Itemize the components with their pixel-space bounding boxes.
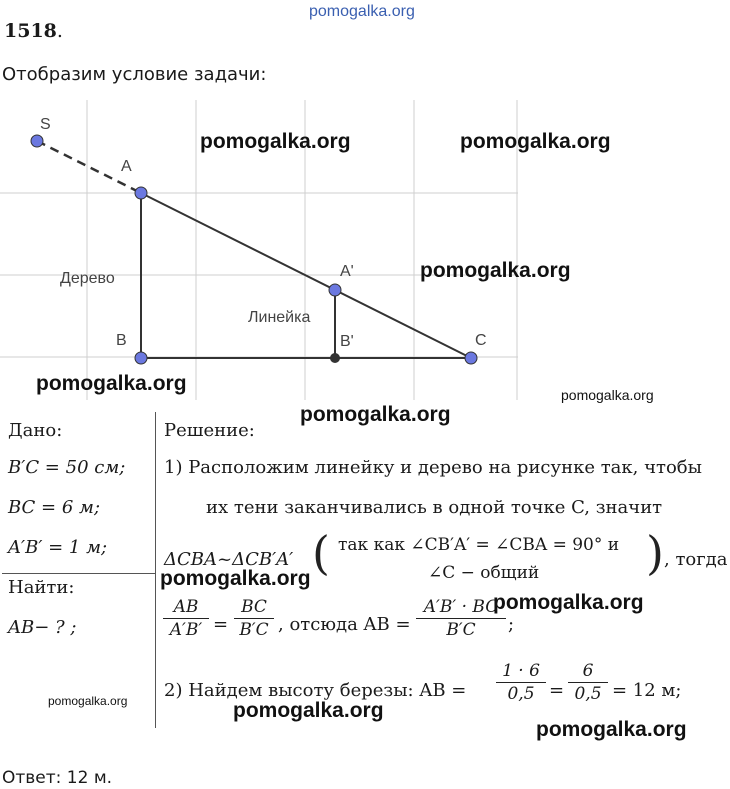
intro-text: Отобразим условие задачи: xyxy=(2,64,267,85)
label-a1: A' xyxy=(340,263,354,280)
watermark: pomogalka.org xyxy=(36,372,187,395)
given-line: BC = 6 м; xyxy=(8,497,101,518)
watermark: pomogalka.org xyxy=(233,699,384,722)
label-c: C xyxy=(475,332,487,349)
watermark: pomogalka.org xyxy=(48,694,128,708)
watermark: pomogalka.org xyxy=(200,130,351,153)
answer: Ответ: 12 м. xyxy=(2,768,113,788)
solution-step1-line1: 1) Расположим линейку и дерево на рисунке так, чтобы xyxy=(164,457,702,478)
watermark: pomogalka.org xyxy=(561,387,654,403)
fraction-denominator: B′C xyxy=(446,620,476,640)
watermark: pomogalka.org xyxy=(460,130,611,153)
find-title: Найти: xyxy=(8,577,75,598)
equals-sign: = xyxy=(213,614,229,635)
problem-number-dot: . xyxy=(56,20,63,42)
solution-title: Решение: xyxy=(164,420,255,441)
similarity-statement: ΔCBA~ΔCB′A′ xyxy=(164,549,294,570)
point-a xyxy=(135,187,147,199)
site-link[interactable]: pomogalka.org xyxy=(309,3,415,20)
label-b1: B' xyxy=(340,333,354,350)
fraction-bc-b1c xyxy=(234,597,274,640)
solution-step1-line2: их тени заканчивались в одной точке C, значит xyxy=(206,497,663,518)
paren-line1: так как ∠CB′A′ = ∠CBA = 90° и xyxy=(338,535,620,555)
watermark: pomogalka.org xyxy=(493,591,644,614)
find-value: AB− ? ; xyxy=(8,617,77,638)
label-a: A xyxy=(121,158,132,175)
column-divider xyxy=(155,412,156,728)
fraction-denominator: 0,5 xyxy=(507,684,535,704)
hence-text: , отсюда AB = xyxy=(278,614,411,635)
problem-number-value: 1518 xyxy=(4,20,57,42)
label-ruler: Линейка xyxy=(248,309,311,326)
label-tree: Дерево xyxy=(60,270,115,287)
point-s xyxy=(31,135,43,147)
paren-open: ( xyxy=(312,526,330,580)
problem-number xyxy=(4,20,63,42)
solution-step2: 2) Найдем высоту березы: AB = xyxy=(164,680,467,701)
fraction-1x6-over-05 xyxy=(496,661,546,704)
fraction-numerator: A′B′ · BC xyxy=(423,597,499,617)
fraction-numerator: 1 · 6 xyxy=(502,661,540,681)
fraction-denominator: B′C xyxy=(239,620,269,640)
given-divider xyxy=(2,573,155,574)
given-line: B′C = 50 см; xyxy=(8,457,126,478)
given-line: A′B′ = 1 м; xyxy=(8,537,108,558)
label-s: S xyxy=(40,116,51,133)
fraction-denominator: A′B′ xyxy=(169,620,203,640)
watermark: pomogalka.org xyxy=(300,403,451,426)
fraction-denominator: 0,5 xyxy=(574,684,602,704)
fraction-numerator: AB xyxy=(173,597,199,617)
label-b: B xyxy=(116,332,127,349)
watermark: pomogalka.org xyxy=(536,718,687,741)
fraction-ab-a1b1 xyxy=(163,597,209,640)
point-c xyxy=(465,352,477,364)
paren-line2: ∠C − общий xyxy=(428,563,540,583)
point-a1 xyxy=(329,284,341,296)
semicolon: ; xyxy=(508,614,515,635)
paren-close: ) xyxy=(646,526,664,580)
fraction-numerator: BC xyxy=(241,597,267,617)
point-b xyxy=(135,352,147,364)
point-b1 xyxy=(330,353,340,363)
watermark: pomogalka.org xyxy=(160,567,311,590)
equals-sign: = xyxy=(549,680,565,701)
fraction-6-over-05 xyxy=(568,661,608,704)
given-title: Дано: xyxy=(8,420,63,441)
then-text: , тогда xyxy=(664,549,728,570)
fraction-numerator: 6 xyxy=(582,661,594,681)
watermark: pomogalka.org xyxy=(420,259,571,282)
result-value: = 12 м; xyxy=(612,680,682,701)
